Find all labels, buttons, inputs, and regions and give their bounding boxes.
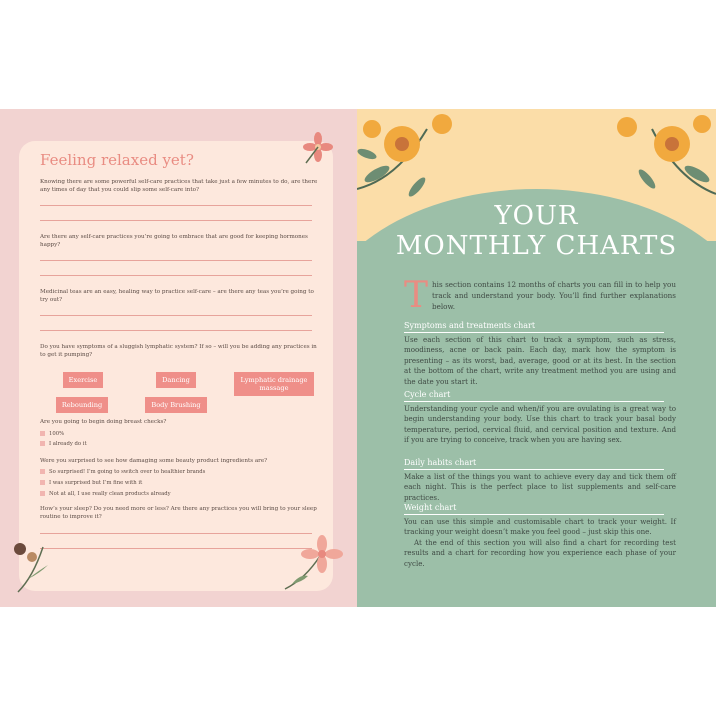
checkbox[interactable] bbox=[40, 491, 45, 496]
question-7: How’s your sleep? Do you need more or less? Are there any practices you will bring to your sleep routine to improve it? bbox=[40, 506, 317, 520]
section-heading-weight: Weight chart bbox=[404, 503, 664, 515]
drop-cap: T bbox=[404, 275, 429, 316]
question-2: Are there any self-care practices you’re going to embrace that are good for keeping hormones happy? bbox=[40, 234, 308, 248]
tag-body-brushing[interactable]: Body Brushing bbox=[145, 397, 207, 413]
checkbox[interactable] bbox=[40, 441, 45, 446]
option-row[interactable]: I already do it bbox=[40, 440, 87, 448]
answer-line[interactable] bbox=[40, 315, 312, 316]
option-row[interactable]: So surprised! I’m going to switch over to healthier brands bbox=[40, 468, 205, 476]
question-3: Medicinal teas are an easy, healing way to practice self-care – are there any teas you’re going to try out? bbox=[40, 289, 314, 303]
section-body-cycle: Understanding your cycle and when/if you are ovulating is a great way to begin understanding your body. Use this chart to track your basal body temperature, period, cervical fluid, and cervical position and texture. And if you are trying to conceive, track when you are having sex. bbox=[404, 404, 676, 445]
right-page bbox=[357, 109, 716, 607]
flower-icon bbox=[300, 129, 340, 169]
left-page bbox=[0, 109, 357, 607]
option-row[interactable]: Not at all, I use really clean products already bbox=[40, 490, 171, 498]
checkbox[interactable] bbox=[40, 469, 45, 474]
checkbox[interactable] bbox=[40, 480, 45, 485]
tag-dancing[interactable]: Dancing bbox=[156, 372, 196, 388]
answer-line[interactable] bbox=[40, 205, 312, 206]
question-6: Were you surprised to see how damaging some beauty product ingredients are? bbox=[40, 458, 268, 464]
section-body-symptoms: Use each section of this chart to track a symptom, such as stress, moodiness, acne or back pain. Each day, mark how the symptom is presenting – as its worst, bad, average, good or at its best. In the section at the bottom of the chart, write any treatment method you are using and the date you start it. bbox=[404, 335, 676, 386]
worksheet-title: Feeling relaxed yet? bbox=[40, 151, 194, 169]
berries-icon bbox=[8, 537, 58, 597]
intro-paragraph: This section contains 12 months of charts you can fill in to help you track and understand your body. You’ll find further explanations below. bbox=[404, 275, 676, 316]
section-body-weight: You can use this simple and customisable chart to track your weight. If tracking your weight doesn’t make you feel good – just skip this one. At the end of this section you will also find a chart for recording test results and a chart for recording how you experience each phase of your cycle. bbox=[404, 517, 676, 568]
question-4: Do you have symptoms of a sluggish lymphatic system? If so – will you be adding any practices in to get it pumping? bbox=[40, 344, 317, 358]
section-body-daily-habits: Make a list of the things you want to achieve every day and tick them off each night. This is the perfect place to list supplements and self-care practices. bbox=[404, 472, 676, 502]
page-title-line-2: MONTHLY CHARTS bbox=[395, 231, 678, 261]
section-heading-symptoms: Symptoms and treatments chart bbox=[404, 321, 664, 333]
question-1: Knowing there are some powerful self-care practices that take just a few minutes to do, are there any times of day that you could slip some self-care into? bbox=[40, 179, 318, 193]
book-spread bbox=[0, 109, 716, 607]
section-heading-cycle: Cycle chart bbox=[404, 390, 664, 402]
tag-exercise[interactable]: Exercise bbox=[63, 372, 103, 388]
page-title-line-1: YOUR bbox=[494, 201, 579, 231]
worksheet-card bbox=[19, 141, 333, 591]
answer-line[interactable] bbox=[40, 330, 312, 331]
tag-lymphatic-drainage[interactable]: Lymphatic drainage massage bbox=[234, 372, 314, 396]
answer-line[interactable] bbox=[40, 275, 312, 276]
question-5: Are you going to begin doing breast checks? bbox=[40, 419, 167, 425]
checkbox[interactable] bbox=[40, 431, 45, 436]
tag-rebounding[interactable]: Rebounding bbox=[56, 397, 108, 413]
answer-line[interactable] bbox=[40, 533, 312, 534]
section-heading-daily-habits: Daily habits chart bbox=[404, 458, 664, 470]
answer-line[interactable] bbox=[40, 220, 312, 221]
option-row[interactable]: 100% bbox=[40, 430, 64, 438]
option-row[interactable]: I was surprised but I’m fine with it bbox=[40, 479, 142, 487]
flower-icon bbox=[280, 534, 350, 594]
answer-line[interactable] bbox=[40, 548, 312, 549]
answer-line[interactable] bbox=[40, 260, 312, 261]
